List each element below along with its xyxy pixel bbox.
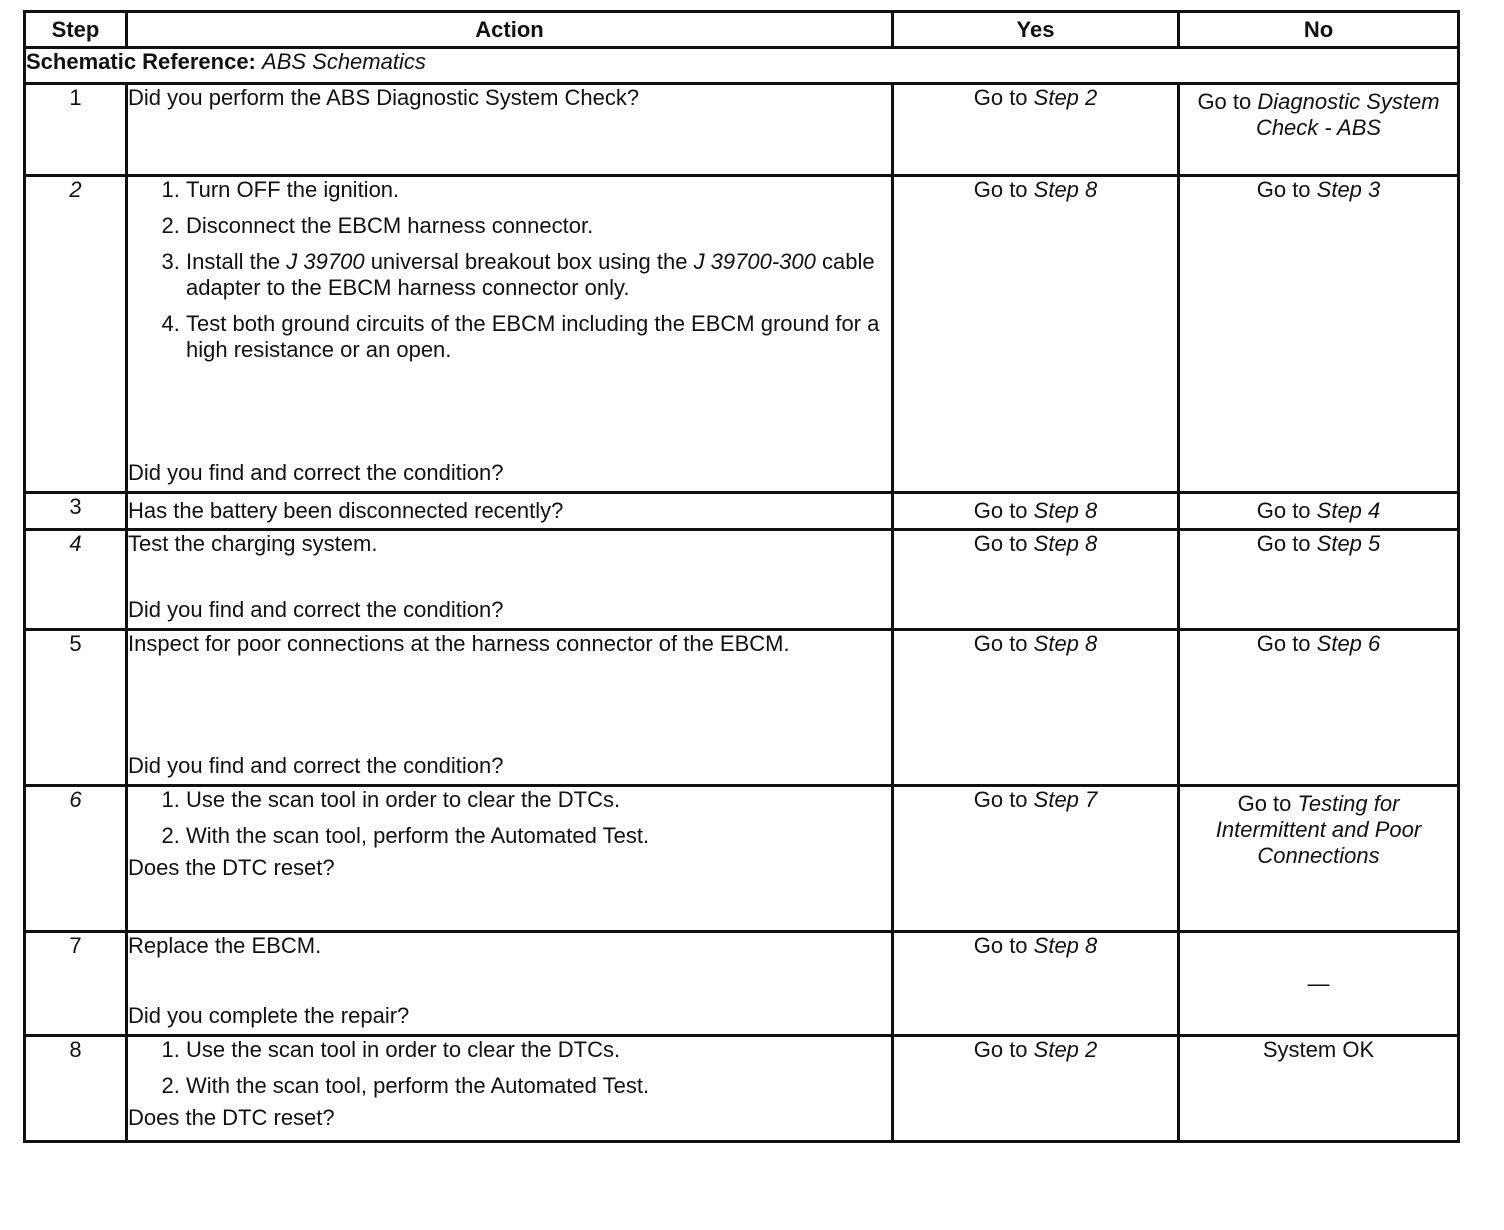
tool-reference: J 39700-300	[693, 249, 816, 274]
action-cell	[127, 1036, 893, 1142]
step-number: 5	[25, 630, 127, 786]
no-reference: Diagnostic System Check - ABS	[1255, 89, 1440, 140]
list-item: 1. Use the scan tool in order to clear the DTCs.	[186, 787, 891, 813]
yes-prefix: Go to	[973, 177, 1034, 202]
yes-cell	[893, 493, 1179, 530]
question-text: Did you find and correct the condition?	[128, 597, 504, 622]
list-item: 2. Disconnect the EBCM harness connector.	[186, 213, 891, 239]
action-text: Test the charging system.	[128, 531, 378, 556]
action-cell	[127, 84, 893, 176]
yes-cell	[893, 84, 1179, 176]
no-reference: Step 4	[1316, 498, 1381, 523]
no-cell	[1179, 932, 1459, 1036]
no-text: System OK	[1262, 1037, 1375, 1062]
yes-reference: Step 2	[1033, 1037, 1098, 1062]
yes-reference: Step 8	[1033, 498, 1098, 523]
yes-prefix: Go to	[973, 631, 1034, 656]
yes-cell	[893, 630, 1179, 786]
no-reference: Step 3	[1316, 177, 1381, 202]
header-no: No	[1179, 12, 1459, 48]
header-yes: Yes	[893, 12, 1179, 48]
step-number: 1	[25, 84, 127, 176]
yes-reference: Step 8	[1033, 631, 1098, 656]
no-cell	[1179, 84, 1459, 176]
action-cell	[127, 176, 893, 493]
step-number: 7	[25, 932, 127, 1036]
table-row	[25, 84, 1459, 176]
substep-text: universal breakout box using the	[364, 249, 694, 274]
step-number: 2	[25, 176, 127, 493]
question-text: Does the DTC reset?	[128, 855, 335, 880]
no-cell	[1179, 630, 1459, 786]
action-text: Did you perform the ABS Diagnostic System Check?	[128, 85, 640, 110]
list-item: 4. Test both ground circuits of the EBCM including the EBCM ground for a high resistance or an open.	[186, 311, 891, 363]
list-item: 2. With the scan tool, perform the Automated Test.	[186, 823, 891, 849]
tool-reference: J 39700	[286, 249, 365, 274]
table-row	[25, 176, 1459, 493]
yes-cell	[893, 176, 1179, 493]
header-action: Action	[127, 12, 893, 48]
action-cell	[127, 530, 893, 630]
yes-prefix: Go to	[973, 85, 1034, 110]
no-prefix: Go to	[1256, 631, 1317, 656]
question-text: Did you find and correct the condition?	[128, 460, 504, 485]
action-text: Inspect for poor connections at the harness connector of the EBCM.	[128, 631, 790, 656]
list-item	[186, 249, 891, 301]
yes-cell	[893, 530, 1179, 630]
no-text: —	[1307, 970, 1330, 996]
action-text: Has the battery been disconnected recently?	[128, 498, 564, 523]
action-cell	[127, 630, 893, 786]
substep-text: Install the	[186, 249, 287, 274]
schematic-reference	[25, 48, 1459, 84]
yes-reference: Step 8	[1033, 933, 1098, 958]
no-reference: Step 6	[1316, 631, 1381, 656]
substep-text: cable adapter to the EBCM harness connector only.	[186, 249, 875, 300]
table-row	[25, 932, 1459, 1036]
substep-list	[128, 1037, 891, 1099]
schematic-reference-label: Schematic Reference:	[26, 49, 256, 74]
no-prefix: Go to	[1256, 531, 1317, 556]
table-row	[25, 630, 1459, 786]
question-text: Did you complete the repair?	[128, 1003, 410, 1028]
action-cell	[127, 493, 893, 530]
no-cell	[1179, 786, 1459, 932]
yes-prefix: Go to	[973, 498, 1034, 523]
no-cell	[1179, 176, 1459, 493]
yes-prefix: Go to	[973, 933, 1034, 958]
question-text: Did you find and correct the condition?	[128, 753, 504, 778]
action-cell	[127, 786, 893, 932]
yes-cell	[893, 1036, 1179, 1142]
no-prefix: Go to	[1256, 177, 1317, 202]
substep-list	[128, 787, 891, 849]
no-prefix: Go to	[1237, 791, 1298, 816]
list-item: 2. With the scan tool, perform the Automated Test.	[186, 1073, 891, 1099]
no-prefix: Go to	[1256, 498, 1317, 523]
yes-prefix: Go to	[973, 1037, 1034, 1062]
table-row	[25, 786, 1459, 932]
yes-cell	[893, 932, 1179, 1036]
step-number: 8	[25, 1036, 127, 1142]
yes-prefix: Go to	[973, 531, 1034, 556]
schematic-reference-row	[25, 48, 1459, 84]
no-cell	[1179, 493, 1459, 530]
no-prefix: Go to	[1197, 89, 1258, 114]
question-text: Does the DTC reset?	[128, 1105, 335, 1130]
step-number: 6	[25, 786, 127, 932]
yes-cell	[893, 786, 1179, 932]
yes-reference: Step 8	[1033, 177, 1098, 202]
table-row	[25, 530, 1459, 630]
table-row	[25, 1036, 1459, 1142]
action-cell	[127, 932, 893, 1036]
yes-reference: Step 2	[1033, 85, 1098, 110]
no-cell	[1179, 530, 1459, 630]
no-reference: Step 5	[1316, 531, 1381, 556]
step-number: 3	[25, 493, 127, 530]
header-step: Step	[25, 12, 127, 48]
header-row	[25, 12, 1459, 48]
step-number: 4	[25, 530, 127, 630]
yes-reference: Step 7	[1033, 787, 1098, 812]
diagnostic-table	[23, 10, 1460, 1143]
list-item: 1. Use the scan tool in order to clear the DTCs.	[186, 1037, 891, 1063]
action-text: Replace the EBCM.	[128, 933, 322, 958]
schematic-reference-value: ABS Schematics	[262, 49, 426, 74]
no-reference: Testing for Intermittent and Poor Connections	[1215, 791, 1422, 868]
yes-prefix: Go to	[973, 787, 1034, 812]
no-cell	[1179, 1036, 1459, 1142]
substep-list	[128, 177, 891, 363]
yes-reference: Step 8	[1033, 531, 1098, 556]
table-row	[25, 493, 1459, 530]
list-item: 1. Turn OFF the ignition.	[186, 177, 891, 203]
